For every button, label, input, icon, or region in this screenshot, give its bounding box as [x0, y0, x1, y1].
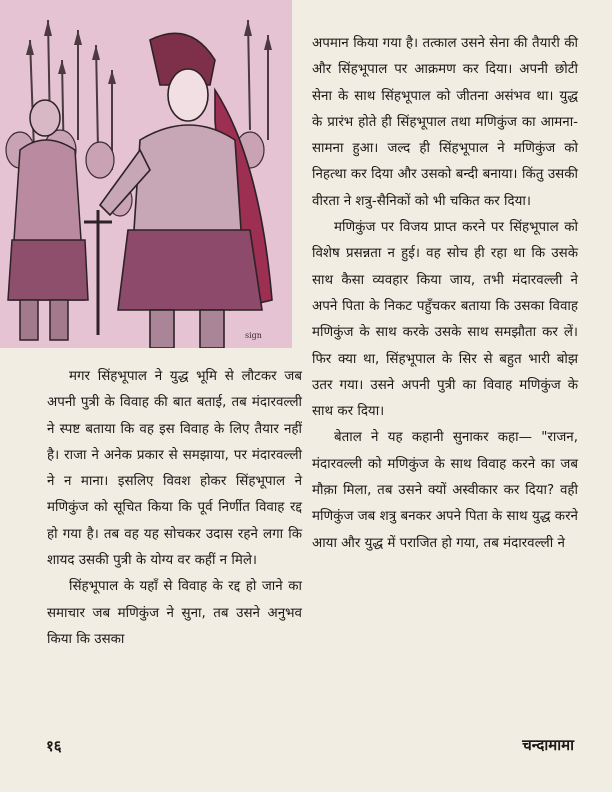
story-illustration — [0, 0, 292, 348]
left-text-column — [47, 364, 302, 653]
right-text-column — [312, 31, 578, 557]
paragraph: बेताल ने यह कहानी सुनाकर कहा— "राजन, मंदारवल्ली को मणिकुंज के साथ विवाह करने का जब मौक़ा मिला, तब उसने क्यों अस्वीकार कर दिया? वही मणिकुंज जब शत्रु बनकर अपने पिता के साथ युद्ध करने आया और युद्ध में पराजित हो गया, तब मंदारवल्ली ने — [312, 430, 578, 551]
paragraph: मगर सिंहभूपाल ने युद्ध भूमि से लौटकर जब अपनी पुत्री के विवाह की बात बताई, तब मंदारवल्ली ने स्पष्ट बताया कि वह इस विवाह के लिए तैयार नहीं है। राजा ने अनेक प्रकार से समझाया, पर मंदारवल्ली ने न माना। इसलिए विवश होकर सिंहभूपाल ने मणिकुंज को सूचित किया कि पूर्व निर्णीत विवाह रद्द हो गया है। तब वह यह सोचकर उदास रहने लगा कि शायद उसकी पुत्री के योग्य वर कहीं न मिले। — [47, 369, 302, 569]
svg-text:sign: sign — [245, 331, 262, 340]
magazine-name: चन्दामामा — [522, 736, 574, 754]
paragraph: मणिकुंज पर विजय प्राप्त करने पर सिंहभूपाल को विशेष प्रसन्नता न हुई। वह सोच ही रहा था कि उसके साथ कैसा व्यवहार किया जाय, तभी मंदारवल्ली ने अपने पिता के निकट पहुँचकर बताया कि उसका विवाह मणिकुंज के साथ करके उसके साथ समझौता कर लें। फिर क्या था, सिंहभूपाल के सिर से बहुत भारी बोझ उतर गया। उसने अपनी पुत्री का विवाह मणिकुंज के साथ कर दिया। — [312, 220, 578, 420]
paragraph: सिंहभूपाल के यहाँ से विवाह के रद्द हो जाने का समाचार जब मणिकुंज ने सुना, तब उसने अनुभव किया कि उसका — [47, 579, 302, 647]
illustration-art — [0, 0, 292, 348]
page-number: १६ — [46, 737, 62, 755]
paragraph: अपमान किया गया है। तत्काल उसने सेना की तैयारी की और सिंहभूपाल पर आक्रमण कर दिया। अपनी छोटी सेना के साथ सिंहभूपाल को जीतना असंभव था। युद्ध के प्रारंभ होते ही सिंहभूपाल तथा मणिकुंज का आमना-सामना हुआ। जल्द ही सिंहभूपाल ने मणिकुंज को निहत्था कर दिया और उसको बन्दी बनाया। किंतु उसकी वीरता ने शत्रु-सैनिकों को भी चकित कर दिया। — [312, 36, 578, 209]
